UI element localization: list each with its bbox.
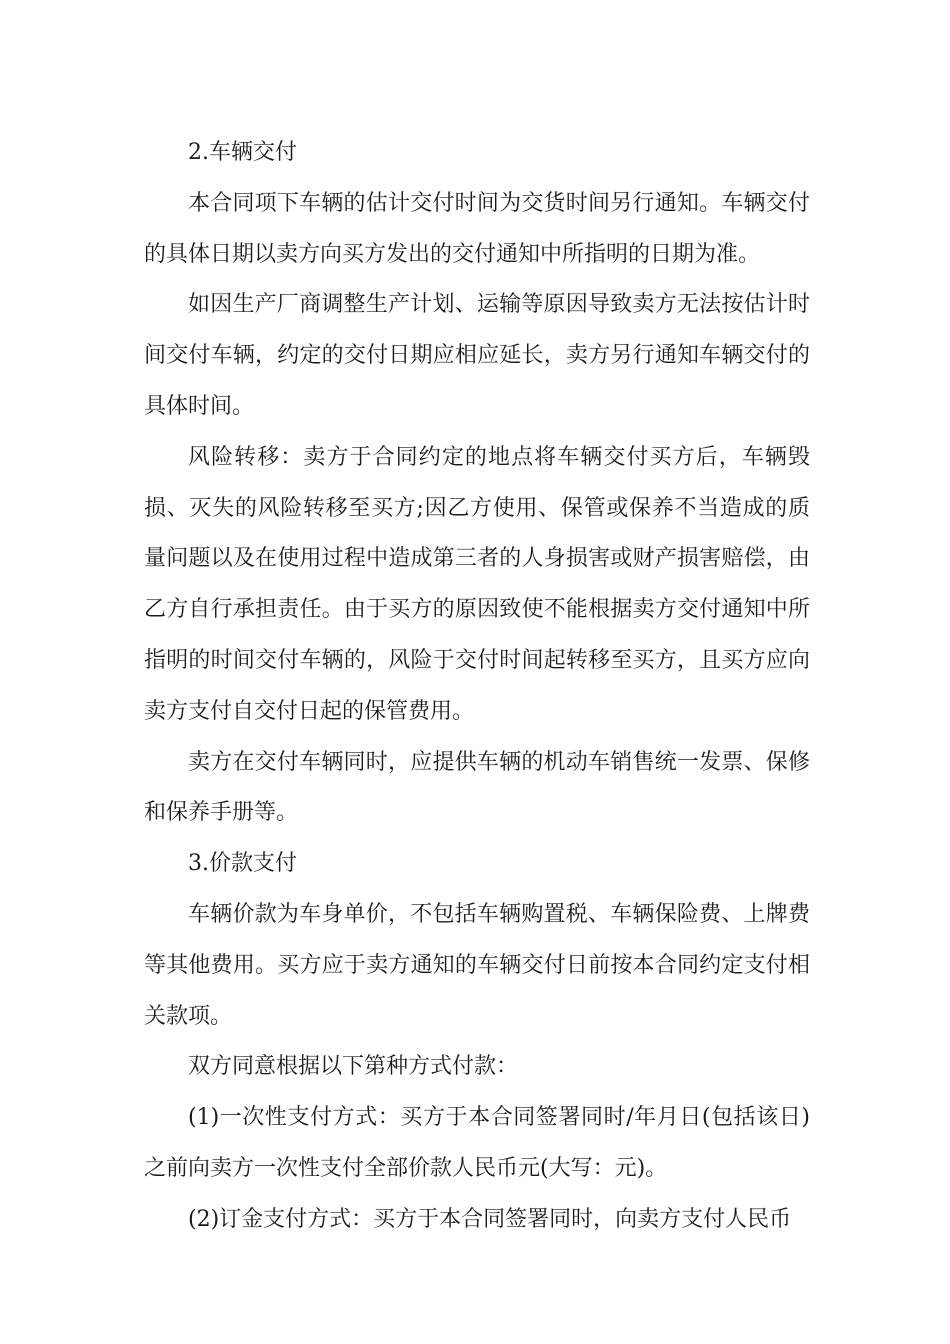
- paragraph-delivery-documents: 卖方在交付车辆同时，应提供车辆的机动车销售统一发票、保修和保养手册等。: [144, 749, 810, 826]
- paragraph-delivery-time: 本合同项下车辆的估计交付时间为交货时间另行通知。车辆交付的具体日期以卖方向买方发出的交付通知中所指明的日期为准。: [144, 190, 810, 267]
- paragraph-price-scope: 车辆价款为车身单价，不包括车辆购置税、车辆保险费、上牌费等其他费用。买方应于卖方通知的车辆交付日前按本合同约定支付相关款项。: [144, 901, 810, 1029]
- paragraph-payment-method-intro: 双方同意根据以下第种方式付款：: [188, 1054, 519, 1080]
- paragraph-payment-deposit: (2)订金支付方式：买方于本合同签署同时，向卖方支付人民币: [188, 1206, 792, 1232]
- paragraph-risk-transfer: 风险转移：卖方于合同约定的地点将车辆交付买方后，车辆毁损、灭失的风险转移至买方;因乙方使用、保管或保养不当造成的质量问题以及在使用过程中造成第三者的人身损害或财产损害赔偿，由乙方自行承担责任。由于买方的原因致使不能根据卖方交付通知中所指明的时间交付车辆的，风险于交付时间起转移至买方，且买方应向卖方支付自交付日起的保管费用。: [144, 444, 810, 724]
- paragraph-delivery-delay: 如因生产厂商调整生产计划、运输等原因导致卖方无法按估计时间交付车辆，约定的交付日期应相应延长，卖方另行通知车辆交付的具体时间。: [144, 292, 810, 419]
- section-heading-delivery: 2.车辆交付: [188, 140, 297, 165]
- section-heading-payment: 3.价款支付: [188, 851, 297, 877]
- document-body: [144, 128, 810, 1246]
- paragraph-payment-lump-sum: (1)一次性支付方式：买方于本合同签署同时/年月日(包括该日)之前向卖方一次性支付全部价款人民币元(大写：元)。: [144, 1105, 810, 1181]
